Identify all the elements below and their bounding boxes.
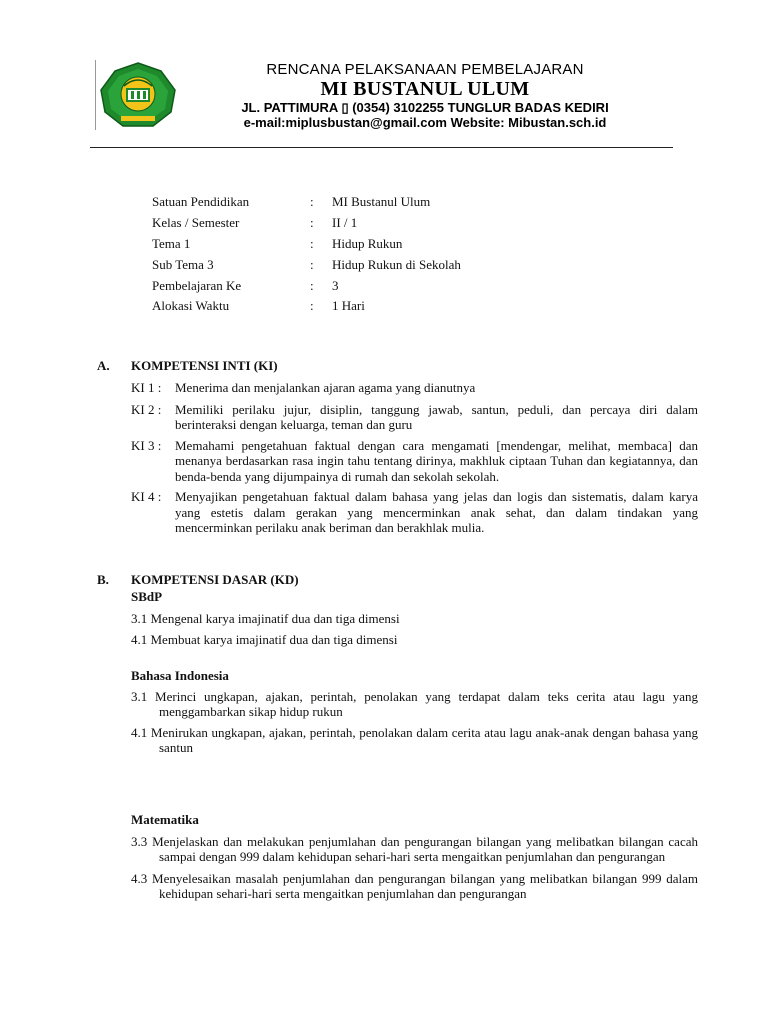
document-title: RENCANA PELAKSANAAN PEMBELAJARAN [266, 61, 584, 78]
identity-row [152, 275, 461, 296]
header-divider [90, 147, 673, 148]
identity-row [152, 234, 461, 255]
kd-item: 4.1 Membuat karya imajinatif dua dan tiga dimensi [131, 632, 398, 647]
identity-colon: : [310, 298, 314, 314]
identity-value: 3 [332, 277, 339, 293]
section-b-letter: B. [97, 572, 109, 587]
school-address: JL. PATTIMURA ▯ (0354) 3102255 TUNGLUR BADAS KEDIRI [241, 100, 609, 115]
section-a-letter: A. [97, 358, 110, 373]
school-name: MI BUSTANUL ULUM [320, 78, 530, 100]
identity-colon: : [310, 277, 314, 293]
identity-colon: : [310, 194, 314, 210]
ki-code: KI 2 : [131, 401, 162, 417]
identity-value: Hidup Rukun [332, 235, 403, 251]
identity-row [152, 213, 461, 234]
kd-subject-sbdp [131, 589, 698, 648]
identity-label: Tema 1 [152, 235, 191, 251]
kd-subject-name: Bahasa Indonesia [131, 668, 229, 683]
identity-colon: : [310, 215, 314, 231]
ki-code: KI 3 : [131, 437, 162, 453]
ki-text: Menyajikan pengetahuan faktual dalam bahasa yang jelas dan logis dan sistematis, dalam karya yang estetis dalam gerakan yang mencerminkan anak sehat, dan dalam tindakan yang mencerminkan perilaku anak beriman dan berakhlak mulia. [175, 489, 698, 535]
identity-value: MI Bustanul Ulum [332, 194, 431, 210]
kd-subject-name: Matematika [131, 812, 199, 827]
ki-list [131, 380, 698, 536]
kd-subject-matematika [131, 812, 698, 902]
identity-label: Kelas / Semester [152, 215, 240, 231]
identity-label: Sub Tema 3 [152, 256, 214, 272]
section-a-title: KOMPETENSI INTI (KI) [131, 358, 278, 373]
identity-row [152, 192, 461, 213]
ki-item [131, 402, 698, 433]
school-emblem-icon [95, 60, 181, 130]
ki-code: KI 4 : [131, 489, 162, 504]
ki-item [131, 438, 698, 485]
kd-subject-name: SBdP [131, 589, 163, 604]
kd-item: 3.1 Merinci ungkapan, ajakan, perintah, penolakan yang terdapat dalam teks cerita atau lagu yang menggambarkan sikap hidup rukun [131, 688, 698, 719]
identity-colon: : [310, 256, 314, 272]
identity-row [152, 254, 461, 275]
identity-label: Satuan Pendidikan [152, 194, 250, 210]
kd-item: 3.3 Menjelaskan dan melakukan penjumlahan dan pengurangan bilangan yang melibatkan bilangan cacah sampai dengan 999 dalam kehidupan sehari-hari serta mengaitkan penjumlahan dan pengurangan [131, 833, 698, 864]
identity-value: II / 1 [332, 215, 358, 231]
kd-item: 4.3 Menyelesaikan masalah penjumlahan dan pengurangan bilangan yang melibatkan bilangan 999 dalam kehidupan sehari-hari serta mengaitkan penjumlahan dan pengurangan [131, 870, 698, 901]
ki-text: Menerima dan menjalankan ajaran agama yang dianutnya [175, 380, 476, 395]
identity-row [152, 296, 461, 317]
section-b-title: KOMPETENSI DASAR (KD) [131, 572, 299, 587]
identity-table [152, 192, 461, 317]
ki-text: Memahami pengetahuan faktual dengan cara mengamati [mendengar, melihat, membaca] dan menanya berdasarkan rasa ingin tahu tentang dirinya, makhluk ciptaan Tuhan dan kegiatannya, dan benda-benda yang dijumpainya di rumah dan sekolah sekolah. [175, 437, 698, 484]
ki-item [131, 489, 698, 536]
identity-value: 1 Hari [332, 298, 365, 314]
school-contact: e-mail:miplusbustan@gmail.com Website: Mibustan.sch.id [243, 115, 607, 130]
identity-label: Pembelajaran Ke [152, 277, 242, 293]
ki-item [131, 380, 698, 396]
ki-text: Memiliki perilaku jujur, disiplin, tanggung jawab, santun, peduli, dan percaya diri dalam berinteraksi dengan keluarga, teman dan guru [175, 401, 698, 432]
kd-subject-bahasa-indonesia [131, 668, 698, 756]
ki-code: KI 1 : [131, 380, 162, 395]
identity-label: Alokasi Waktu [152, 298, 230, 314]
identity-colon: : [310, 235, 314, 251]
identity-value: Hidup Rukun di Sekolah [332, 256, 461, 272]
kd-item: 4.1 Menirukan ungkapan, ajakan, perintah, penolakan dalam cerita atau lagu anak-anak dengan bahasa yang santun [131, 724, 698, 755]
kd-item: 3.1 Mengenal karya imajinatif dua dan tiga dimensi [131, 610, 400, 626]
